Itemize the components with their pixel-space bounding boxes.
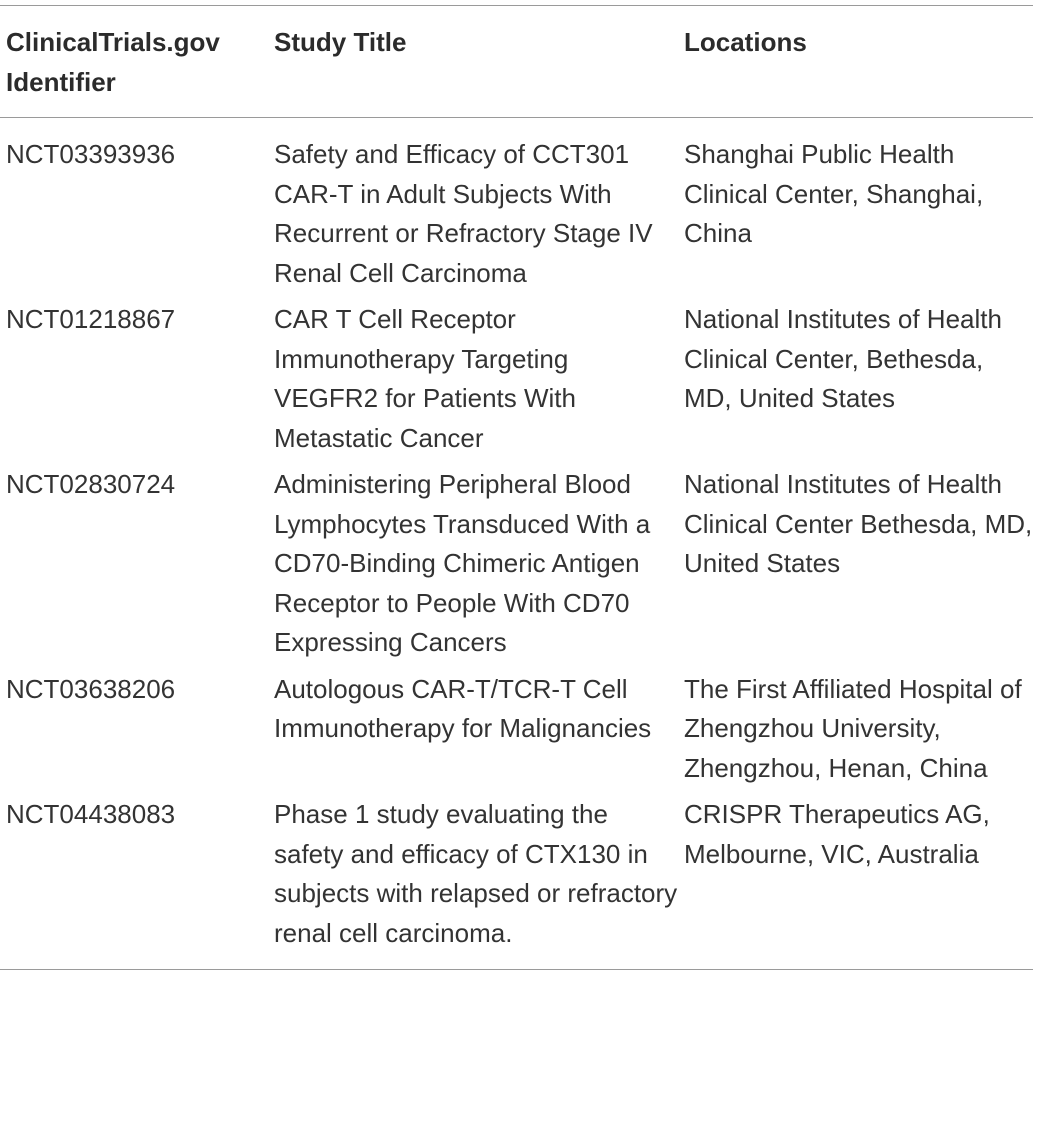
- cell-identifier: NCT03638206: [6, 673, 176, 704]
- cell-study-title: Administering Peripheral Blood Lymphocytes Transduced With a CD70-Binding Chimeric Antigen Receptor to People With CD70 Expressing Cancers: [274, 469, 651, 657]
- cell-study-title: Phase 1 study evaluating the safety and efficacy of CTX130 in subjects with relapsed or refractory renal cell carcinoma.: [274, 799, 678, 948]
- clinical-trials-table: [0, 6, 1033, 970]
- cell-study-title: Safety and Efficacy of CCT301 CAR-T in Adult Subjects With Recurrent or Refractory Stage IV Renal Cell Carcinoma: [274, 139, 653, 288]
- table-row: [0, 118, 1033, 301]
- table-row: [0, 670, 1033, 796]
- clinical-trials-table-container: [0, 5, 1033, 970]
- table-row: [0, 300, 1033, 465]
- table-body: [0, 118, 1033, 970]
- table-header: [0, 6, 1033, 118]
- header-identifier: ClinicalTrials.gov Identifier: [6, 27, 220, 97]
- cell-locations: CRISPR Therapeutics AG, Melbourne, VIC, Australia: [684, 799, 990, 869]
- cell-identifier: NCT01218867: [6, 304, 176, 334]
- cell-locations: Shanghai Public Health Clinical Center, Shanghai, China: [684, 139, 984, 248]
- cell-study-title: Autologous CAR-T/TCR-T Cell Immunotherapy for Malignancies: [274, 673, 652, 743]
- header-study-title: Study Title: [274, 27, 407, 57]
- cell-study-title: CAR T Cell Receptor Immunotherapy Targeting VEGFR2 for Patients With Metastatic Cancer: [274, 304, 576, 453]
- cell-locations: National Institutes of Health Clinical Center Bethesda, MD, United States: [684, 469, 1033, 578]
- cell-locations: The First Affiliated Hospital of Zhengzhou University, Zhengzhou, Henan, China: [684, 673, 1022, 783]
- table-row: [0, 795, 1033, 970]
- cell-identifier: NCT02830724: [6, 469, 176, 499]
- cell-locations: National Institutes of Health Clinical Center, Bethesda, MD, United States: [684, 304, 1002, 413]
- cell-identifier: NCT03393936: [6, 139, 176, 169]
- header-locations: Locations: [684, 27, 807, 57]
- table-row: [0, 465, 1033, 670]
- header-row: [0, 6, 1033, 118]
- cell-identifier: NCT04438083: [6, 799, 176, 829]
